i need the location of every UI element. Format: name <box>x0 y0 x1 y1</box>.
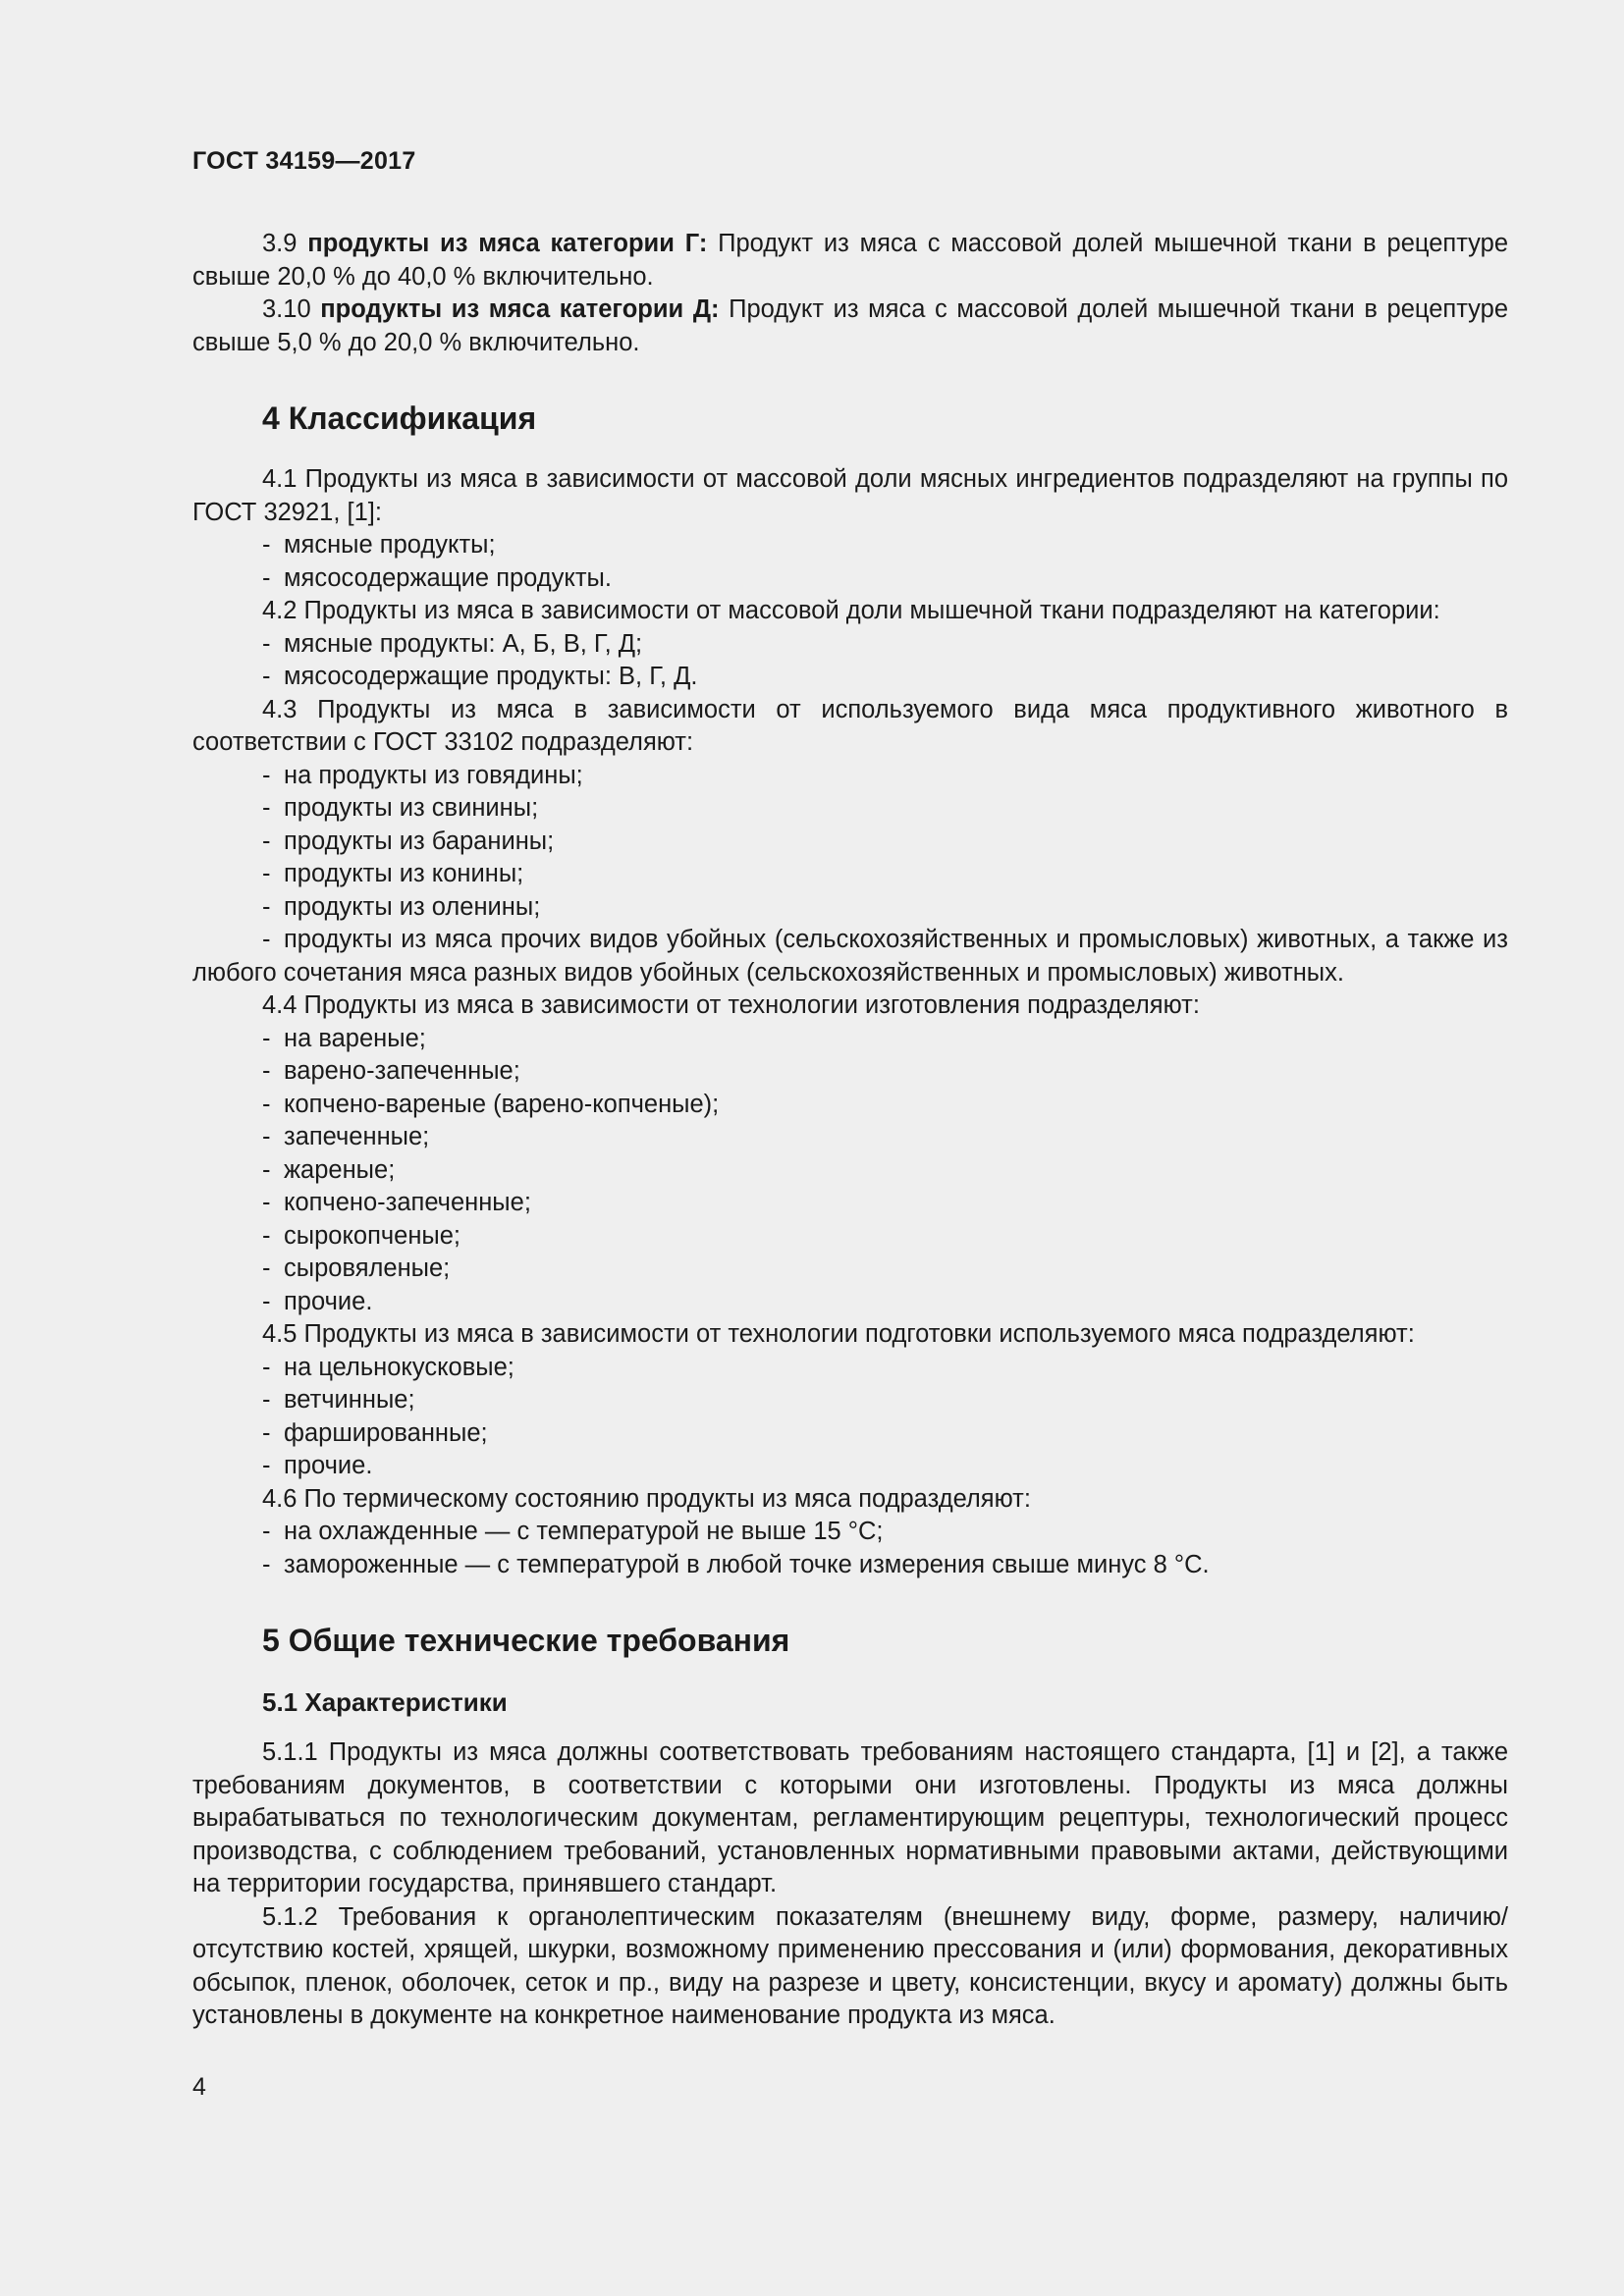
list-item: - сыровяленые; <box>262 1255 451 1282</box>
document-code: ГОСТ 34159—2017 <box>192 147 416 175</box>
list-4-5 <box>192 1352 1508 1483</box>
clause-3-9 <box>192 228 1508 294</box>
list-4-2 <box>192 628 1508 694</box>
list-item: - прочие. <box>262 1452 373 1479</box>
list-item: - сырокопченые; <box>262 1221 461 1250</box>
section-4-title: 4 Классификация <box>262 400 537 436</box>
subsection-5-1-title: 5.1 Характеристики <box>262 1687 508 1717</box>
clause-3-10 <box>192 294 1508 359</box>
list-item: - запеченные; <box>262 1123 430 1150</box>
clause-4-5: 4.5 Продукты из мяса в зависимости от технологии подготовки используемого мяса подразделяют: <box>262 1320 1415 1348</box>
clause-3-10-number: 3.10 <box>262 295 311 323</box>
clause-4-4: 4.4 Продукты из мяса в зависимости от технологии изготовления подразделяют: <box>262 991 1200 1019</box>
list-item: - продукты из свинины; <box>262 794 539 822</box>
list-4-1 <box>192 529 1508 595</box>
list-item: - на вареные; <box>262 1024 426 1052</box>
list-4-4 <box>192 1023 1508 1319</box>
list-item: - ветчинные; <box>262 1386 415 1414</box>
list-4-3 <box>192 760 1508 990</box>
clause-4-3: 4.3 Продукты из мяса в зависимости от используемого вида мяса продуктивного животного в соответствии с ГОСТ 33102 подразделяют: <box>192 695 1508 756</box>
list-item: - копчено-вареные (варено-копченые); <box>262 1090 720 1118</box>
document-page <box>192 145 1508 2148</box>
list-item: - замороженные — с температурой в любой точке измерения свыше минус 8 °С. <box>262 1550 1210 1578</box>
list-item: - жареные; <box>262 1155 396 1184</box>
clause-4-1: 4.1 Продукты из мяса в зависимости от массовой доли мясных ингредиентов подразделяют на группы по ГОСТ 32921, [1]: <box>192 465 1508 526</box>
list-item: - на продукты из говядины; <box>262 761 583 789</box>
clause-3-9-text: Продукт из мяса с массовой долей мышечной ткани в рецептуре свыше 20,0 % до 40,0 % включительно. <box>192 230 1509 291</box>
clause-3-10-text: Продукт из мяса с массовой долей мышечной ткани в рецептуре свыше 5,0 % до 20,0 % включительно. <box>192 295 1509 356</box>
list-item: - продукты из баранины; <box>262 827 555 855</box>
clause-3-9-number: 3.9 <box>262 230 298 257</box>
list-item: - на охлажденные — с температурой не выше 15 °С; <box>262 1518 884 1545</box>
list-item: - копчено-запеченные; <box>262 1189 531 1216</box>
list-item: - фаршированные; <box>262 1418 488 1447</box>
list-item: - прочие. <box>262 1287 373 1315</box>
clause-4-6: 4.6 По термическому состоянию продукты из мяса подразделяют: <box>262 1484 1031 1513</box>
list-item: - мясосодержащие продукты: В, Г, Д. <box>262 663 698 690</box>
list-4-6 <box>192 1516 1508 1581</box>
clause-3-9-term: продукты из мяса категории Г: <box>307 230 708 257</box>
clause-4-2: 4.2 Продукты из мяса в зависимости от массовой доли мышечной ткани подразделяют на категории: <box>262 597 1440 624</box>
list-item: - мясосодержащие продукты. <box>262 563 612 592</box>
page-number: 4 <box>192 2073 206 2101</box>
clause-5-1-1: 5.1.1 Продукты из мяса должны соответствовать требованиям настоящего стандарта, [1] и [2], а также требованиям документов, в соответствии с которыми они изготовлены. Продукты из мяса должны вырабатываться по технологическим документам, регламентирующим рецептуры, технологический процесс производства, с соблюдением требований, установленных нормативными правовыми актами, действующими на территории государства, принявшего стандарт. <box>192 1738 1508 1897</box>
list-item: - мясные продукты: А, Б, В, Г, Д; <box>262 629 643 658</box>
list-item: - мясные продукты; <box>262 531 496 559</box>
section-5-title: 5 Общие технические требования <box>262 1623 790 1658</box>
clause-5-1-2: 5.1.2 Требования к органолептическим показателям (внешнему виду, форме, размеру, наличию/отсутствию костей, хрящей, шкурки, возможному применению прессования и (или) формования, декоративных обсыпок, пленок, оболочек, сеток и пр., виду на разрезе и цвету, консистенции, вкусу и аромату) должны быть установлены в документе на конкретное наименование продукта из мяса. <box>192 1902 1508 2029</box>
list-item-long: - продукты из мяса прочих видов убойных (сельскохозяйственных и промысловых) животных, а также из любого сочетания мяса разных видов убойных (сельскохозяйственных и промысловых) животных. <box>192 926 1508 987</box>
list-item: - продукты из конины; <box>262 860 524 887</box>
list-item: - варено-запеченные; <box>262 1057 520 1085</box>
list-item: - на цельнокусковые; <box>262 1353 514 1381</box>
clause-3-10-term: продукты из мяса категории Д: <box>320 295 720 323</box>
list-item: - продукты из оленины; <box>262 892 541 921</box>
